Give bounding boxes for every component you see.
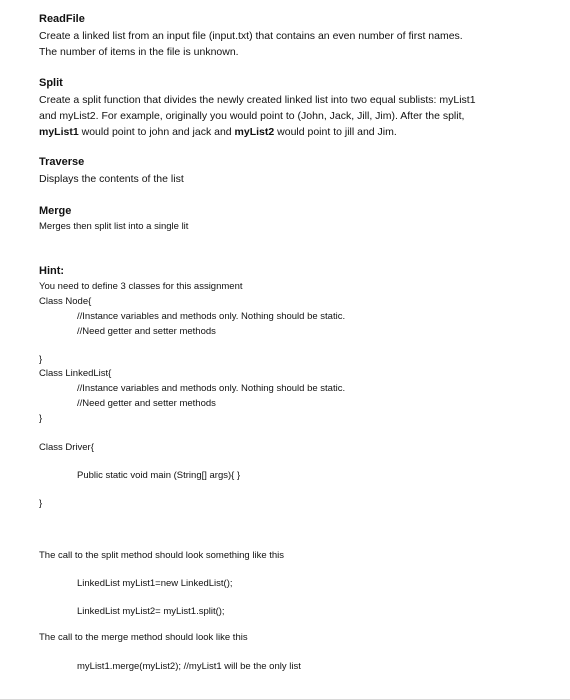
class-linkedlist-open: Class LinkedList{ (39, 368, 112, 379)
split-line-3 (39, 124, 397, 140)
split-mylist1-bold: myList1 (39, 126, 79, 138)
class-node-close: } (39, 354, 43, 365)
split-call-code-1: LinkedList myList1=new LinkedList(); (77, 578, 233, 589)
split-line-3-mid: would point to john and jack and (78, 126, 235, 138)
traverse-heading: Traverse (39, 156, 85, 168)
class-linkedlist-close: } (39, 413, 43, 424)
merge-call-intro: The call to the merge method should look like this (39, 632, 248, 643)
split-line-1: Create a split function that divides the newly created linked list into two equal sublists: myList1 (39, 94, 476, 106)
class-driver-open: Class Driver{ (39, 442, 94, 453)
traverse-line-1: Displays the contents of the list (39, 173, 184, 185)
split-call-intro: The call to the split method should look something like this (39, 550, 285, 561)
merge-heading: Merge (39, 205, 72, 217)
class-node-comment-2: //Need getter and setter methods (77, 326, 216, 337)
merge-line-1: Merges then split list into a single lit (39, 221, 189, 232)
class-driver-close: } (39, 498, 43, 509)
split-mylist2-bold: myList2 (234, 126, 275, 138)
readfile-line-2: The number of items in the file is unknown. (39, 46, 239, 58)
split-line-2: and myList2. For example, originally you would point to (John, Jack, Jill, Jim). After the split, (39, 110, 465, 122)
split-call-code-2: LinkedList myList2= myList1.split(); (77, 606, 225, 617)
split-line-3-end: would point to jill and Jim. (274, 126, 397, 138)
driver-main-method: Public static void main (String[] args){ } (77, 470, 241, 481)
readfile-heading: ReadFile (39, 13, 85, 25)
readfile-line-1: Create a linked list from an input file (input.txt) that contains an even number of first names. (39, 30, 463, 42)
merge-call-code: myList1.merge(myList2); //myList1 will be the only list (77, 661, 301, 672)
split-heading: Split (39, 77, 63, 89)
hint-line-1: You need to define 3 classes for this assignment (39, 281, 243, 292)
class-node-open: Class Node{ (39, 296, 92, 307)
hint-heading: Hint: (39, 265, 65, 277)
class-linkedlist-comment-2: //Need getter and setter methods (77, 398, 216, 409)
class-node-comment-1: //Instance variables and methods only. Nothing should be static. (77, 311, 346, 322)
class-linkedlist-comment-1: //Instance variables and methods only. Nothing should be static. (77, 383, 346, 394)
